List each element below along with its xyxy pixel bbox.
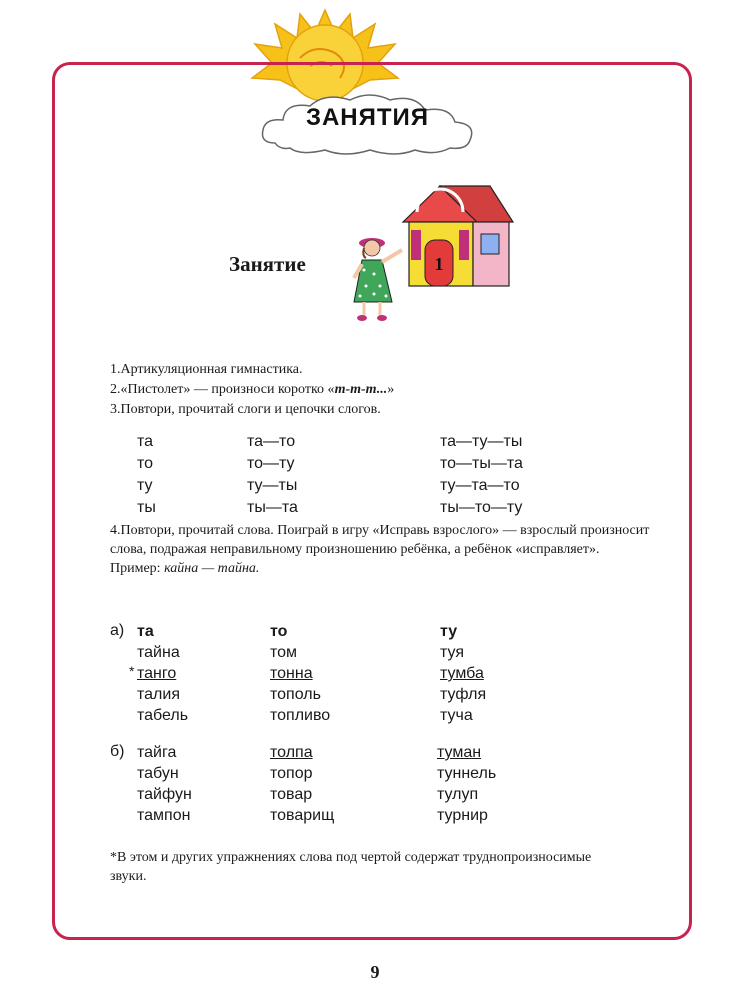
word: табель — [137, 707, 189, 724]
instruction-3: 3.Повтори, прочитай слоги и цепочки слогов. — [110, 402, 381, 417]
syllable-chain: та—то — [247, 433, 296, 450]
word-underlined: туман — [437, 744, 482, 761]
house-illustration — [395, 182, 515, 290]
word: тайфун — [137, 786, 192, 803]
word: товарищ — [270, 807, 335, 824]
lesson-title: Занятие — [229, 252, 306, 276]
column-header: ту — [440, 623, 458, 640]
word: тайга — [137, 744, 177, 761]
page-header-title: ЗАНЯТИЯ — [305, 104, 430, 131]
word: туча — [440, 707, 473, 724]
footnote-star: * — [129, 663, 135, 679]
lesson-number: 1 — [434, 254, 444, 274]
word: тополь — [270, 686, 321, 703]
syllable-chain: ту—ты — [247, 477, 298, 494]
footnote: *В этом и других упражнениях слова под чертой содержат труднопроизносимые звуки. — [110, 850, 592, 884]
syllable-chain: то—ту — [247, 455, 295, 472]
syllable: та — [137, 433, 154, 450]
page-number: 9 — [370, 962, 380, 982]
words-b-col-1 — [137, 742, 192, 826]
syllable-chain: то—ты—та — [440, 455, 523, 472]
syllable-chain: та—ту—ты — [440, 433, 523, 450]
words-b-col-2 — [270, 742, 334, 826]
column-header: та — [137, 623, 154, 640]
word-underlined: танго — [137, 665, 177, 682]
word: топор — [270, 765, 313, 782]
syllables-col-1 — [137, 431, 156, 519]
syllable: ту — [137, 477, 153, 494]
word: товар — [270, 786, 313, 803]
word: тампон — [137, 807, 191, 824]
word: табун — [137, 765, 179, 782]
task-4 — [110, 521, 650, 578]
instruction-1: 1.Артикуляционная гимнастика. — [110, 362, 303, 377]
word: топливо — [270, 707, 331, 724]
word: туннель — [437, 765, 497, 782]
word: туфля — [440, 686, 487, 703]
words-a-col-3 — [440, 621, 486, 726]
syllable-chain: ты—та — [247, 499, 298, 516]
syllables-col-3 — [440, 431, 523, 519]
word: том — [270, 644, 298, 661]
word: турнир — [437, 807, 488, 824]
word: туя — [440, 644, 464, 661]
syllable-chain: ту—та—то — [440, 477, 520, 494]
words-b-col-3 — [437, 742, 496, 826]
word-underlined: толпа — [270, 744, 313, 761]
word: тайна — [137, 644, 180, 661]
word-underlined: тумба — [440, 665, 484, 682]
task-4-text: 4.Повтори, прочитай слова. Поиграй в игру «Исправь взрослого» — взрослый произносит слова, подражая неправильному произношению ребёнка, а ребёнок «исправляет». — [110, 523, 650, 557]
syllable: ты — [137, 499, 156, 516]
syllable: то — [137, 455, 154, 472]
group-a-label: а) — [110, 622, 125, 639]
instruction-2: 2.«Пистолет» — произноси коротко «т-т-т...» — [110, 382, 395, 397]
words-a-col-2 — [270, 621, 330, 726]
column-header: то — [270, 623, 288, 640]
word-underlined: тонна — [270, 665, 313, 682]
group-b-label: б) — [110, 743, 125, 760]
syllables-col-2 — [247, 431, 298, 519]
word: тулуп — [437, 786, 479, 803]
word: талия — [137, 686, 180, 703]
words-a-col-1 — [137, 621, 188, 726]
task-4-example: Пример: кайна — тайна. — [110, 561, 260, 576]
syllable-chain: ты—то—ту — [440, 499, 523, 516]
